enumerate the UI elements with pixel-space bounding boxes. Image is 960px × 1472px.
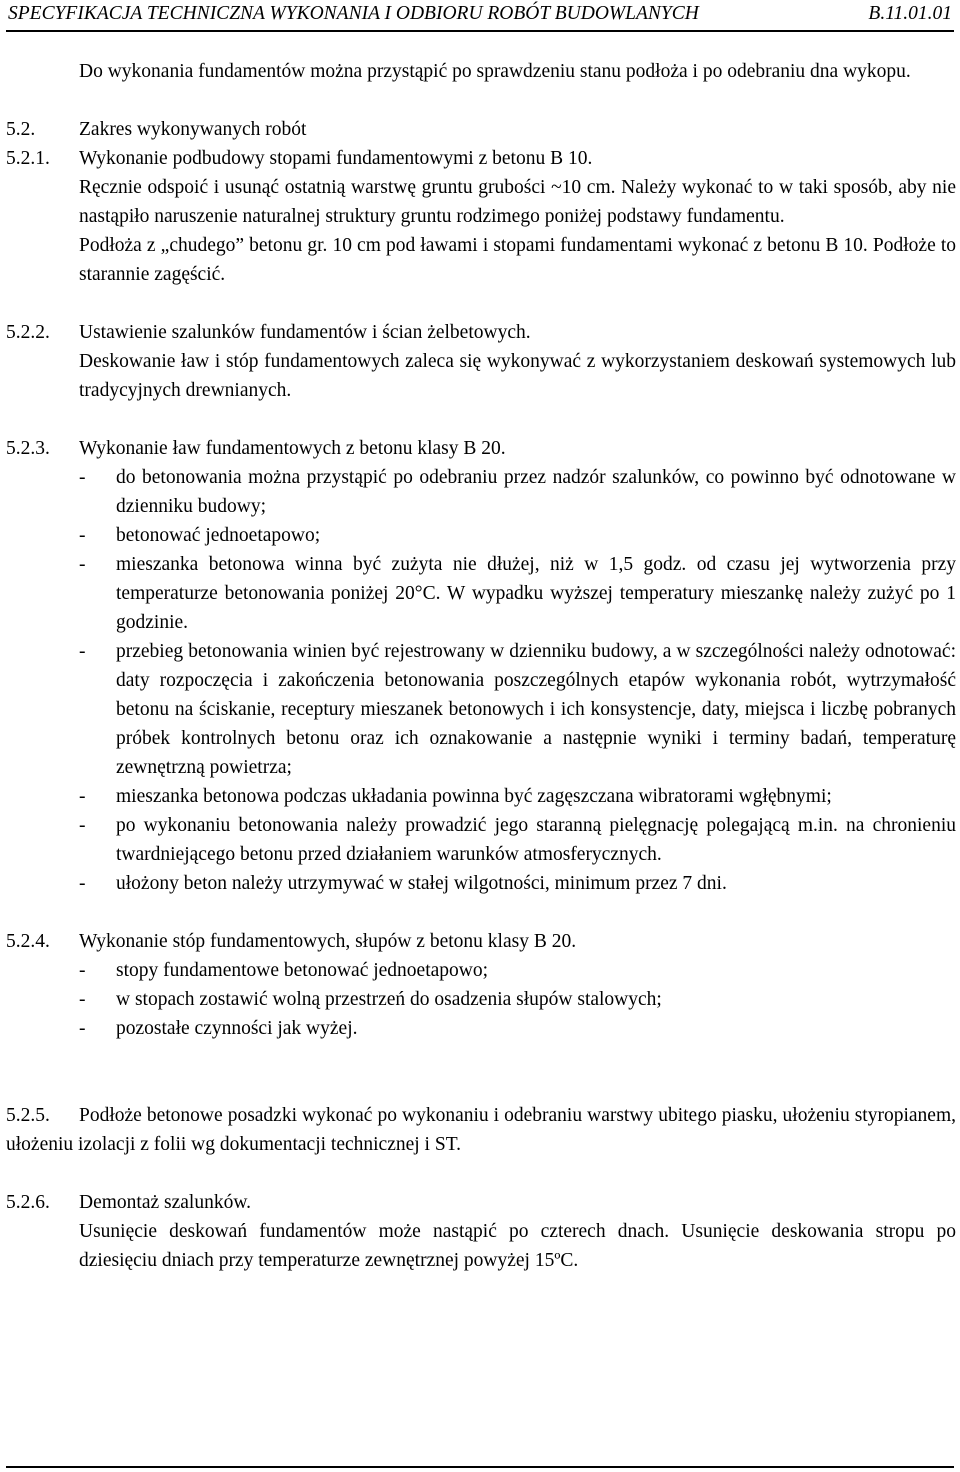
- list-item-text: do betonowania można przystąpić po odebraniu przez nadzór szalunków, co powinno być odnotowane w dzienniku budowy;: [116, 467, 956, 517]
- list-dash: -: [79, 873, 86, 894]
- section-5-2-3-heading: [6, 434, 956, 463]
- page-header: [6, 0, 954, 32]
- list-dash: -: [79, 989, 86, 1010]
- section-number: 5.2.: [6, 119, 36, 140]
- list-dash: -: [79, 525, 86, 546]
- section-title: Wykonanie stóp fundamentowych, słupów z betonu klasy B 20.: [79, 931, 577, 952]
- footer-rule: [6, 1466, 954, 1468]
- list-dash: -: [79, 554, 86, 575]
- list-dash: -: [79, 815, 86, 836]
- section-number: 5.2.5.: [6, 1105, 50, 1126]
- section-5-2-2-paragraph: Deskowanie ław i stóp fundamentowych zaleca się wykonywać z wykorzystaniem deskowań systemowych lub tradycyjnych drewnianych.: [79, 351, 956, 401]
- section-5-2-1-paragraph-2: Podłoża z „chudego” betonu gr. 10 cm pod ławami i stopami fundamentami wykonać z betonu B 10. Podłoże to starannie zagęścić.: [79, 235, 956, 285]
- list-dash: -: [79, 641, 86, 662]
- list-item: [79, 869, 956, 898]
- list-item: [79, 956, 956, 985]
- document-title: SPECYFIKACJA TECHNICZNA WYKONANIA I ODBIORU ROBÓT BUDOWLANYCH: [8, 3, 699, 24]
- list-item: [79, 463, 956, 521]
- list-item: [79, 782, 956, 811]
- list-item: [79, 521, 956, 550]
- list-item-text: betonować jednoetapowo;: [116, 525, 321, 546]
- section-title: Wykonanie ław fundamentowych z betonu klasy B 20.: [79, 438, 506, 459]
- section-5-2-4-list: [6, 956, 956, 1043]
- list-item-text: mieszanka betonowa winna być zużyta nie dłużej, niż w 1,5 godz. od czasu jej wytworzenia przy temperaturze betonowania poniżej 20°C. W wypadku wyższej temperatury mieszankę należy zużyć po 1 godzinie.: [116, 554, 956, 633]
- document-body: [6, 57, 956, 1275]
- list-item: [79, 637, 956, 782]
- list-dash: -: [79, 467, 86, 488]
- intro-paragraph: Do wykonania fundamentów można przystąpić po sprawdzeniu stanu podłoża i po odebraniu dna wykopu.: [79, 61, 911, 82]
- list-item-text: stopy fundamentowe betonować jednoetapowo;: [116, 960, 489, 981]
- section-title: Ustawienie szalunków fundamentów i ścian żelbetowych.: [79, 322, 531, 343]
- section-5-2-4-heading: [6, 927, 956, 956]
- section-number: 5.2.3.: [6, 438, 50, 459]
- list-item: [79, 550, 956, 637]
- list-item-text: przebieg betonowania winien być rejestrowany w dzienniku budowy, a w szczególności należy odnotować: daty rozpoczęcia i zakończenia betonowania poszczególnych etapów wykonania robót, wytrzymałość betonu na ściskanie, receptury mieszanek betonowych i ich konsystencje, daty, miejsca i liczbę pobranych próbek kontrolnych betonu oraz ich oznakowanie a następnie wyniki i terminy badań, temperaturę zewnętrzną powietrza;: [116, 641, 956, 778]
- list-item-text: ułożony beton należy utrzymywać w stałej wilgotności, minimum przez 7 dni.: [116, 873, 727, 894]
- section-number: 5.2.2.: [6, 322, 50, 343]
- list-item-text: pozostałe czynności jak wyżej.: [116, 1018, 358, 1039]
- section-5-2-3-list: [6, 463, 956, 898]
- list-dash: -: [79, 786, 86, 807]
- list-item-text: mieszanka betonowa podczas układania powinna być zagęszczana wibratorami wgłębnymi;: [116, 786, 832, 807]
- list-dash: -: [79, 1018, 86, 1039]
- list-dash: -: [79, 960, 86, 981]
- section-title: Wykonanie podbudowy stopami fundamentowymi z betonu B 10.: [79, 148, 593, 169]
- list-item-text: po wykonaniu betonowania należy prowadzić jego staranną pielęgnację polegającą m.in. na chronieniu twardniejącego betonu przed działaniem warunków atmosferycznych.: [116, 815, 956, 865]
- section-text: Podłoże betonowe posadzki wykonać po wykonaniu i odebraniu warstwy ubitego piasku, ułożeniu styropianem, ułożeniu izolacji z folii wg dokumentacji technicznej i ST.: [6, 1105, 956, 1155]
- section-5-2-6-paragraph: Usunięcie deskowań fundamentów może nastąpić po czterech dnach. Usunięcie deskowania stropu po dziesięciu dniach przy temperaturze zewnętrznej powyżej 15ºC.: [79, 1221, 956, 1271]
- section-number: 5.2.4.: [6, 931, 50, 952]
- section-title: Zakres wykonywanych robót: [79, 119, 307, 140]
- list-item-text: w stopach zostawić wolną przestrzeń do osadzenia słupów stalowych;: [116, 989, 662, 1010]
- section-number: 5.2.6.: [6, 1192, 50, 1213]
- section-number: 5.2.1.: [6, 148, 50, 169]
- list-item: [79, 811, 956, 869]
- section-5-2-heading: [6, 115, 956, 144]
- section-5-2-1-paragraph-1: Ręcznie odspoić i usunąć ostatnią warstwę gruntu grubości ~10 cm. Należy wykonać to w taki sposób, aby nie nastąpiło naruszenie naturalnej struktury gruntu rodzimego poniżej podstawy fundamentu.: [79, 177, 956, 227]
- section-5-2-2-heading: [6, 318, 956, 347]
- section-title: Demontaż szalunków.: [79, 1192, 252, 1213]
- document-code: B.11.01.01: [868, 3, 952, 24]
- section-5-2-6-heading: [6, 1188, 956, 1217]
- list-item: [79, 1014, 956, 1043]
- section-5-2-5-paragraph: [6, 1101, 956, 1159]
- section-5-2-1-heading: [6, 144, 956, 173]
- list-item: [79, 985, 956, 1014]
